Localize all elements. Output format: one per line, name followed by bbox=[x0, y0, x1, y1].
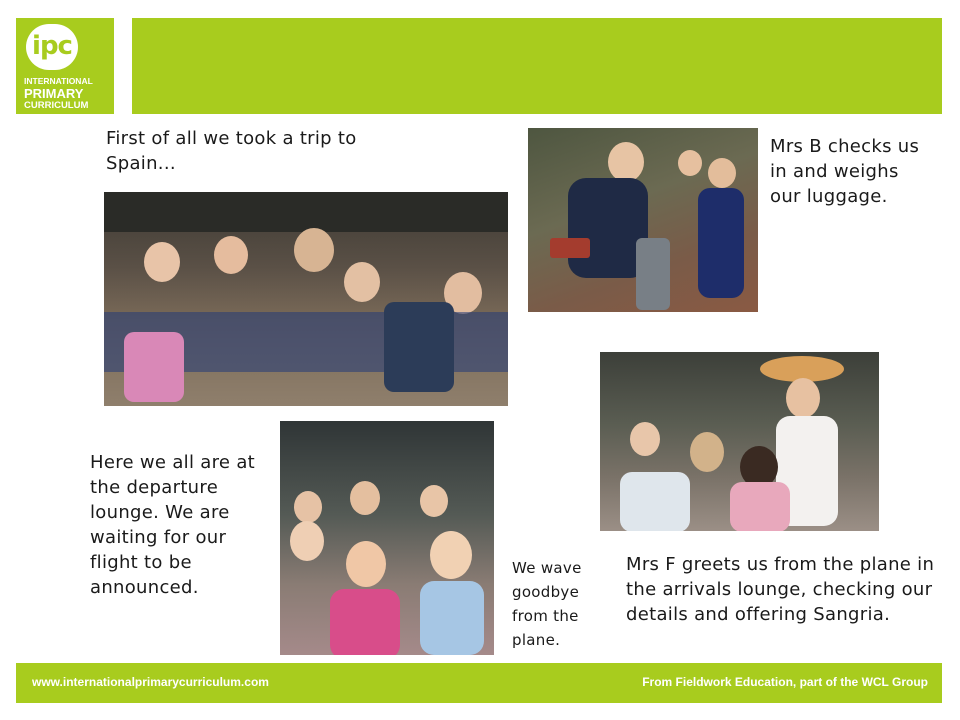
photo-check-in bbox=[528, 128, 758, 312]
caption-departure-lounge: Here we all are at the departure lounge. We are waiting for our flight to be announced. bbox=[90, 452, 256, 598]
caption-spain: First of all we took a trip to Spain... bbox=[106, 128, 357, 174]
logo-line-primary: PRIMARY bbox=[24, 86, 84, 101]
photo-children-with-luggage bbox=[104, 192, 508, 406]
photo-departure-lounge bbox=[280, 421, 494, 655]
footer-organisation: From Fieldwork Education, part of the WCL Group bbox=[642, 675, 928, 689]
logo-mark: ipc bbox=[26, 24, 78, 70]
caption-wave-goodbye: We wave goodbye from the plane. bbox=[512, 559, 582, 649]
footer-bar bbox=[16, 663, 942, 703]
caption-arrivals: Mrs F greets us from the plane in the arrivals lounge, checking our details and offering Sangria. bbox=[626, 554, 935, 625]
footer-url-link[interactable]: www.internationalprimarycurriculum.com bbox=[32, 675, 269, 689]
logo-wordmark bbox=[24, 76, 114, 111]
ipc-logo bbox=[16, 18, 114, 114]
photo-arrivals-lounge bbox=[600, 352, 879, 531]
logo-line-curriculum: CURRICULUM bbox=[24, 100, 89, 111]
header-band bbox=[132, 18, 942, 114]
caption-check-in: Mrs B checks us in and weighs our luggage. bbox=[770, 136, 920, 207]
logo-line-international: INTERNATIONAL bbox=[24, 76, 93, 86]
